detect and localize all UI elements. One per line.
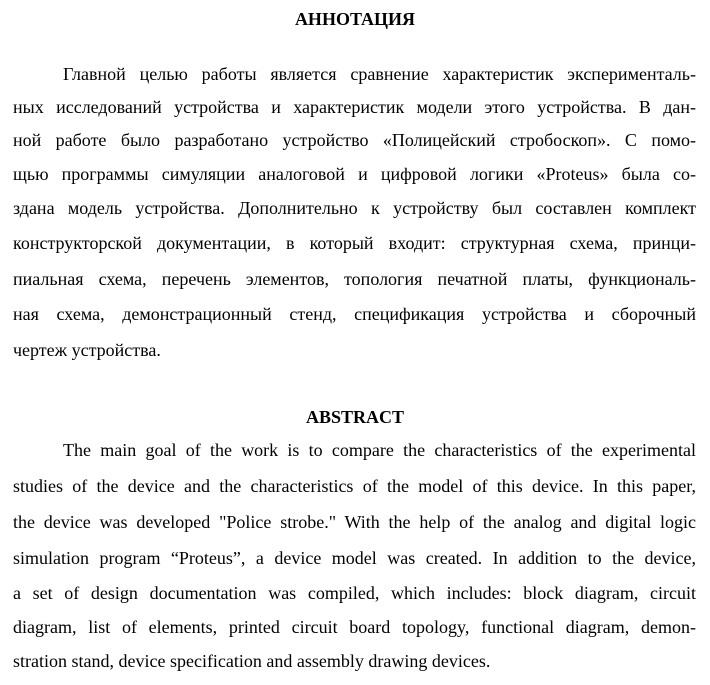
abstract-line: simulation program “Proteus”, a device model was created. In addition to the device, <box>13 548 696 568</box>
annotation-line: чертеж устройства. <box>13 340 161 360</box>
annotation-line: здана модель устройства. Дополнительно к устройству был составлен комплект <box>13 198 696 218</box>
annotation-line: пиальная схема, перечень элементов, топология печатной платы, функциональ- <box>13 269 696 289</box>
annotation-line: ной работе было разработано устройство «Полицейский стробоскоп». С помо- <box>13 130 696 150</box>
annotation-line: ная схема, демонстрационный стенд, спецификация устройства и сборочный <box>13 304 696 324</box>
annotation-title: АННОТАЦИЯ <box>294 9 416 29</box>
annotation-line: конструкторской документации, в который входит: структурная схема, принци- <box>13 233 696 253</box>
abstract-line: the device was developed "Police strobe." With the help of the analog and digital logic <box>13 512 696 532</box>
abstract-title: ABSTRACT <box>305 407 405 427</box>
abstract-line: studies of the device and the characteristics of the model of this device. In this paper, <box>13 476 696 496</box>
annotation-line: Главной целью работы является сравнение характеристик эксперименталь- <box>63 64 696 84</box>
annotation-line: ных исследований устройства и характеристик модели этого устройства. В дан- <box>13 97 696 117</box>
annotation-line: щью программы симуляции аналоговой и цифровой логики «Proteus» была со- <box>13 164 696 184</box>
abstract-line: The main goal of the work is to compare the characteristics of the experimental <box>63 440 696 460</box>
abstract-line: diagram, list of elements, printed circuit board topology, functional diagram, demon- <box>13 617 696 637</box>
abstract-line: a set of design documentation was compiled, which includes: block diagram, circuit <box>13 583 696 603</box>
abstract-line: stration stand, device specification and assembly drawing devices. <box>13 651 491 671</box>
